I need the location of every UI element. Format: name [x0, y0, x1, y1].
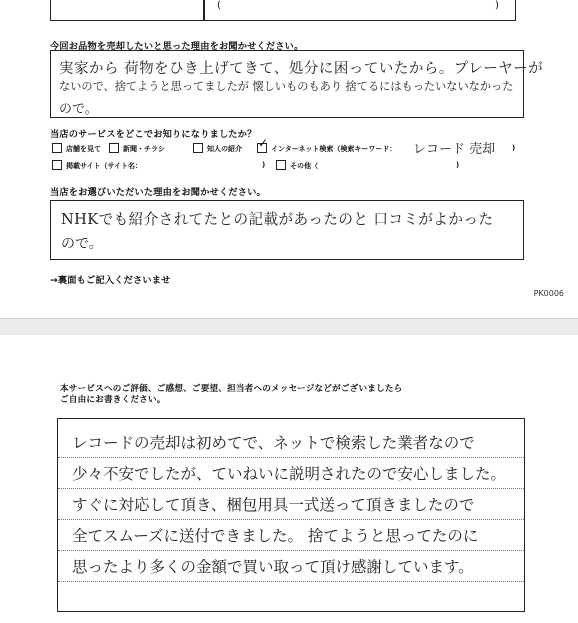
survey-page-back: [0, 335, 578, 623]
option-label-internet: インターネット検索（検索キーワード：: [271, 145, 397, 153]
option-label-newspaper: 新聞・チラシ: [123, 145, 165, 153]
paren-close: ): [262, 161, 266, 169]
question-choose-reason: 当店をお選びいただいた理由をお聞かせください。: [50, 187, 266, 198]
question-how-found: 当店のサービスをどこでお知りになりましたか？: [50, 129, 257, 140]
handwritten-line: ので。: [59, 102, 98, 117]
previous-answer-box: [50, 0, 516, 21]
back-side-note: →裏面もご記入くださいませ: [50, 275, 171, 286]
checkmark-icon: ✓: [258, 136, 269, 150]
handwritten-line: 少々不安でしたが、ていねいに説明されたので安心しました。: [72, 465, 507, 483]
ruled-line: [58, 457, 524, 458]
option-label-site: 掲載サイト（サイト名：: [66, 162, 143, 170]
ruled-line: [58, 581, 524, 582]
paren-close: ): [512, 144, 516, 152]
paren-close: ): [456, 161, 460, 169]
ruled-line: [58, 519, 524, 520]
option-label-store: 店舗を見て: [66, 145, 101, 153]
handwritten-line: レコードの売却は初めてで、ネットで検索した業者なので: [72, 434, 475, 452]
checkbox-newspaper[interactable]: [109, 143, 119, 153]
handwritten-keyword: レコード 売却: [413, 142, 496, 157]
paren-close: ): [495, 0, 499, 11]
answer-box-sell-reason: [50, 50, 544, 118]
handwritten-line: 思ったより多くの金額で買い取って頂け感謝しています。: [72, 558, 474, 576]
message-prompt-line: ご自由にお書きください。: [60, 395, 166, 405]
form-code: PK0006: [533, 289, 564, 298]
option-label-other: その他（: [290, 162, 318, 170]
box-divider: [203, 0, 205, 20]
checkbox-other[interactable]: [276, 160, 286, 170]
option-label-friend: 知人の紹介: [207, 145, 242, 153]
ruled-line: [58, 488, 524, 489]
handwritten-line: 全てスムーズに送付できました。 捨てようと思ってたのに: [72, 527, 479, 545]
handwritten-line: 実家から 荷物をひき上げてきて、処分に困っていたから。プレーヤーが: [59, 61, 544, 77]
checkbox-site[interactable]: [52, 160, 62, 170]
message-prompt-line: 本サービスへのご評価、ご感想、ご要望、担当者へのメッセージなどがございましたら: [60, 384, 403, 394]
checkbox-friend[interactable]: [193, 143, 203, 153]
checkbox-store[interactable]: [52, 143, 62, 153]
message-box: [57, 418, 525, 612]
handwritten-line: NHKでも紹介されてたとの記載があったのと 口コミがよかった: [61, 211, 494, 228]
handwritten-line: すぐに対応して頂き、梱包用具一式送って頂きましたので: [72, 496, 475, 514]
ruled-line: [58, 550, 524, 551]
question-sell-reason: 今回お品物を売却したいと思った理由をお聞かせください。: [50, 41, 304, 52]
handwritten-line: ので。: [61, 236, 103, 252]
answer-box-choose-reason: [50, 200, 524, 260]
page-separator: [0, 318, 578, 336]
handwritten-line: ないので、捨てようと思ってましたが 懐しいものもあり 捨てるにはもったいないなかった: [59, 80, 514, 93]
paren-open: (: [217, 0, 221, 11]
